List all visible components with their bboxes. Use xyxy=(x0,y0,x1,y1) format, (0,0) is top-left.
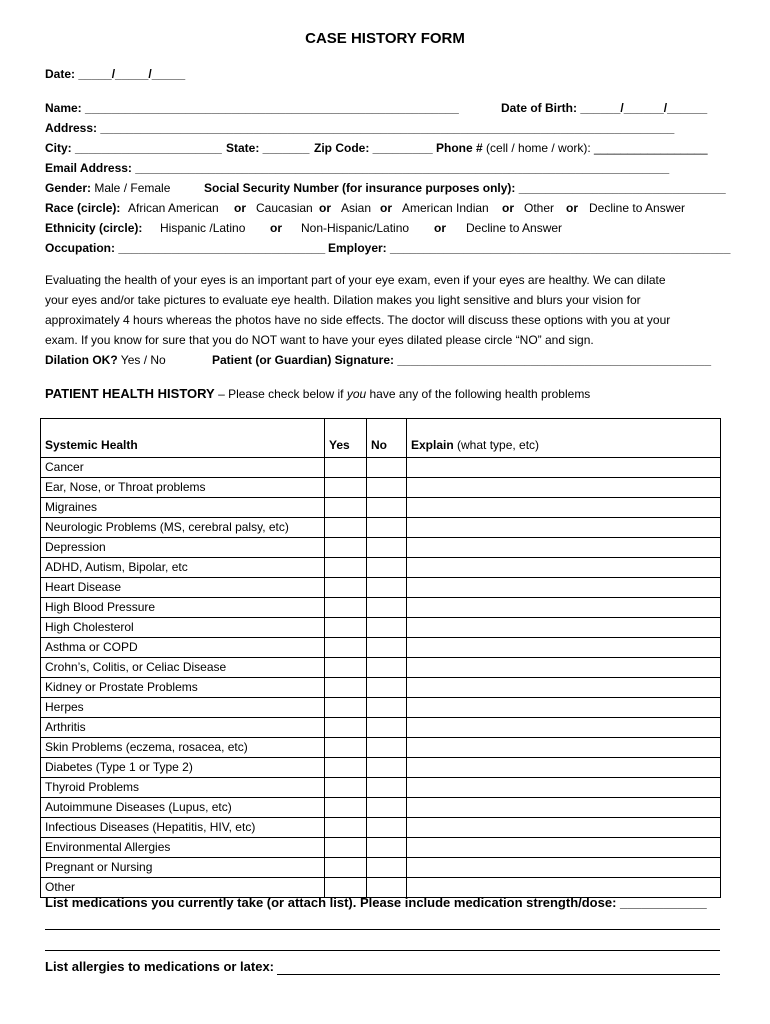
dilation-paragraph-line: Evaluating the health of your eyes is an important part of your eye exam, even if your eyes are healthy. We can dilate xyxy=(45,273,666,287)
history-instruction-rest: have any of the following health problems xyxy=(366,387,591,401)
dilation-ok-options: Yes / No xyxy=(117,353,166,367)
address-field[interactable]: Address: ______________________________________________________________________________________ xyxy=(45,121,675,135)
ethnicity-option-non-hispanic[interactable]: Non-Hispanic/Latino xyxy=(301,221,410,235)
table-row xyxy=(41,858,721,878)
no-checkbox-cell[interactable] xyxy=(367,698,407,718)
yes-checkbox-cell[interactable] xyxy=(325,538,367,558)
race-or: or xyxy=(566,201,578,215)
condition-label: Arthritis xyxy=(41,718,325,738)
no-checkbox-cell[interactable] xyxy=(367,658,407,678)
header-explain xyxy=(407,419,721,458)
explain-cell[interactable] xyxy=(407,658,721,678)
yes-checkbox-cell[interactable] xyxy=(325,618,367,638)
explain-cell[interactable] xyxy=(407,738,721,758)
no-checkbox-cell[interactable] xyxy=(367,598,407,618)
race-option-asian[interactable]: Asian xyxy=(341,201,372,215)
no-checkbox-cell[interactable] xyxy=(367,678,407,698)
yes-checkbox-cell[interactable] xyxy=(325,718,367,738)
medications-line[interactable] xyxy=(45,950,720,951)
medications-line[interactable] xyxy=(45,929,720,930)
header-explain-label: Explain xyxy=(411,438,454,452)
ethnicity-option-decline[interactable]: Decline to Answer xyxy=(466,221,563,235)
no-checkbox-cell[interactable] xyxy=(367,758,407,778)
explain-cell[interactable] xyxy=(407,678,721,698)
explain-cell[interactable] xyxy=(407,698,721,718)
condition-label: Migraines xyxy=(41,498,325,518)
no-checkbox-cell[interactable] xyxy=(367,718,407,738)
yes-checkbox-cell[interactable] xyxy=(325,478,367,498)
header-no: No xyxy=(367,419,407,458)
table-row xyxy=(41,598,721,618)
table-row xyxy=(41,658,721,678)
table-row xyxy=(41,738,721,758)
condition-label: Pregnant or Nursing xyxy=(41,858,325,878)
yes-checkbox-cell[interactable] xyxy=(325,678,367,698)
history-instruction-emphasis: you xyxy=(346,387,367,401)
condition-label: Crohn’s, Colitis, or Celiac Disease xyxy=(41,658,325,678)
race-or: or xyxy=(380,201,392,215)
form-title: CASE HISTORY FORM xyxy=(305,30,465,47)
condition-label: Kidney or Prostate Problems xyxy=(41,678,325,698)
table-row xyxy=(41,798,721,818)
race-label: Race (circle): xyxy=(45,201,121,215)
table-row xyxy=(41,778,721,798)
gender-label: Gender: xyxy=(45,181,92,195)
name-field[interactable]: Name: ________________________________________________________ xyxy=(45,101,459,115)
explain-cell[interactable] xyxy=(407,858,721,878)
table-row xyxy=(41,698,721,718)
ethnicity-label: Ethnicity (circle): xyxy=(45,221,143,235)
ethnicity-option-hispanic[interactable]: Hispanic /Latino xyxy=(160,221,246,235)
table-row xyxy=(41,578,721,598)
explain-cell[interactable] xyxy=(407,558,721,578)
date-field[interactable]: Date: _____/_____/_____ xyxy=(45,67,186,81)
no-checkbox-cell[interactable] xyxy=(367,858,407,878)
table-row xyxy=(41,638,721,658)
yes-checkbox-cell[interactable] xyxy=(325,698,367,718)
table-row xyxy=(41,538,721,558)
condition-label: Skin Problems (eczema, rosacea, etc) xyxy=(41,738,325,758)
explain-cell[interactable] xyxy=(407,778,721,798)
table-row xyxy=(41,458,721,478)
header-yes: Yes xyxy=(325,419,367,458)
condition-label: Diabetes (Type 1 or Type 2) xyxy=(41,758,325,778)
signature-field[interactable]: Patient (or Guardian) Signature: _______________________________________________ xyxy=(212,353,712,367)
condition-label: Cancer xyxy=(41,458,325,478)
race-or: or xyxy=(502,201,514,215)
race-option-decline[interactable]: Decline to Answer xyxy=(589,201,686,215)
table-row xyxy=(41,618,721,638)
condition-label: Thyroid Problems xyxy=(41,778,325,798)
dilation-ok-label: Dilation OK? xyxy=(45,353,118,367)
condition-label: ADHD, Autism, Bipolar, etc xyxy=(41,558,325,578)
ssn-field[interactable]: Social Security Number (for insurance purposes only): _______________________________ xyxy=(204,181,726,195)
table-row xyxy=(41,558,721,578)
explain-cell[interactable] xyxy=(407,538,721,558)
condition-label: Asthma or COPD xyxy=(41,638,325,658)
no-checkbox-cell[interactable] xyxy=(367,478,407,498)
explain-cell[interactable] xyxy=(407,478,721,498)
condition-label: Herpes xyxy=(41,698,325,718)
explain-cell[interactable] xyxy=(407,618,721,638)
race-option-african-american[interactable]: African American xyxy=(128,201,219,215)
condition-label: Neurologic Problems (MS, cerebral palsy, etc) xyxy=(41,518,325,538)
yes-checkbox-cell[interactable] xyxy=(325,858,367,878)
dilation-paragraph-line: your eyes and/or take pictures to evaluate eye health. Dilation makes you light sensitive and blurs your vision for xyxy=(45,293,641,307)
history-heading xyxy=(45,384,590,404)
race-or: or xyxy=(234,201,246,215)
yes-checkbox-cell[interactable] xyxy=(325,658,367,678)
no-checkbox-cell[interactable] xyxy=(367,838,407,858)
condition-label: Ear, Nose, or Throat problems xyxy=(41,478,325,498)
table-row xyxy=(41,718,721,738)
city-field[interactable]: City: ______________________ xyxy=(45,141,222,155)
condition-label: Environmental Allergies xyxy=(41,838,325,858)
occupation-field[interactable]: Occupation: _______________________________ xyxy=(45,241,326,255)
employer-field[interactable]: Employer: ___________________________________________________ xyxy=(328,241,731,255)
no-checkbox-cell[interactable] xyxy=(367,798,407,818)
allergies-label: List allergies to medications or latex: xyxy=(45,959,275,974)
race-option-caucasian[interactable]: Caucasian xyxy=(256,201,313,215)
race-or: or xyxy=(319,201,331,215)
table-row xyxy=(41,518,721,538)
yes-checkbox-cell[interactable] xyxy=(325,578,367,598)
zip-field[interactable]: Zip Code: _________ xyxy=(314,141,433,155)
explain-cell[interactable] xyxy=(407,758,721,778)
no-checkbox-cell[interactable] xyxy=(367,538,407,558)
yes-checkbox-cell[interactable] xyxy=(325,598,367,618)
email-field[interactable]: Email Address: ________________________________________________________________________________ xyxy=(45,161,670,175)
yes-checkbox-cell[interactable] xyxy=(325,518,367,538)
yes-checkbox-cell[interactable] xyxy=(325,738,367,758)
table-row xyxy=(41,818,721,838)
condition-label: Depression xyxy=(41,538,325,558)
gender-field[interactable] xyxy=(45,178,170,198)
yes-checkbox-cell[interactable] xyxy=(325,778,367,798)
gender-options: Male / Female xyxy=(91,181,171,195)
no-checkbox-cell[interactable] xyxy=(367,498,407,518)
allergies-line[interactable] xyxy=(277,974,720,975)
condition-label: High Cholesterol xyxy=(41,618,325,638)
table-row xyxy=(41,498,721,518)
table-row xyxy=(41,838,721,858)
dob-field[interactable]: Date of Birth: ______/______/______ xyxy=(501,101,708,115)
explain-cell[interactable] xyxy=(407,518,721,538)
no-checkbox-cell[interactable] xyxy=(367,818,407,838)
yes-checkbox-cell[interactable] xyxy=(325,638,367,658)
state-field[interactable]: State: _______ xyxy=(226,141,310,155)
no-checkbox-cell[interactable] xyxy=(367,578,407,598)
yes-checkbox-cell[interactable] xyxy=(325,558,367,578)
dilation-ok-field[interactable] xyxy=(45,350,166,370)
no-checkbox-cell[interactable] xyxy=(367,738,407,758)
explain-cell[interactable] xyxy=(407,818,721,838)
yes-checkbox-cell[interactable] xyxy=(325,498,367,518)
phone-field[interactable] xyxy=(436,138,708,158)
header-systemic-health: Systemic Health xyxy=(41,419,325,458)
header-explain-note: (what type, etc) xyxy=(453,438,540,452)
health-history-table xyxy=(40,418,721,898)
yes-checkbox-cell[interactable] xyxy=(325,458,367,478)
explain-cell[interactable] xyxy=(407,578,721,598)
condition-label: Heart Disease xyxy=(41,578,325,598)
no-checkbox-cell[interactable] xyxy=(367,458,407,478)
no-checkbox-cell[interactable] xyxy=(367,638,407,658)
table-row xyxy=(41,758,721,778)
medications-label: List medications you currently take (or attach list). Please include medication strength/dose: ____________ xyxy=(45,895,707,910)
condition-label: High Blood Pressure xyxy=(41,598,325,618)
explain-cell[interactable] xyxy=(407,718,721,738)
phone-options: (cell / home / work): _________________ xyxy=(482,141,708,155)
explain-cell[interactable] xyxy=(407,638,721,658)
table-row xyxy=(41,678,721,698)
dilation-paragraph-line: approximately 4 hours whereas the photos have no side effects. The doctor will discuss these options with you at your xyxy=(45,313,671,327)
explain-cell[interactable] xyxy=(407,598,721,618)
phone-label: Phone # xyxy=(436,141,483,155)
explain-cell[interactable] xyxy=(407,798,721,818)
ethnicity-or: or xyxy=(270,221,282,235)
yes-checkbox-cell[interactable] xyxy=(325,758,367,778)
ethnicity-or: or xyxy=(434,221,446,235)
explain-cell[interactable] xyxy=(407,498,721,518)
history-heading-title: PATIENT HEALTH HISTORY xyxy=(45,386,215,401)
yes-checkbox-cell[interactable] xyxy=(325,838,367,858)
race-option-other[interactable]: Other xyxy=(524,201,555,215)
no-checkbox-cell[interactable] xyxy=(367,618,407,638)
table-header-row xyxy=(41,419,721,458)
explain-cell[interactable] xyxy=(407,458,721,478)
no-checkbox-cell[interactable] xyxy=(367,778,407,798)
history-instruction: – Please check below if xyxy=(214,387,347,401)
condition-label: Other xyxy=(41,878,325,898)
no-checkbox-cell[interactable] xyxy=(367,518,407,538)
table-row xyxy=(41,478,721,498)
condition-label: Autoimmune Diseases (Lupus, etc) xyxy=(41,798,325,818)
yes-checkbox-cell[interactable] xyxy=(325,818,367,838)
no-checkbox-cell[interactable] xyxy=(367,558,407,578)
race-option-american-indian[interactable]: American Indian xyxy=(402,201,489,215)
explain-cell[interactable] xyxy=(407,838,721,858)
condition-label: Infectious Diseases (Hepatitis, HIV, etc) xyxy=(41,818,325,838)
dilation-paragraph-line: exam. If you know for sure that you do NOT want to have your eyes dilated please circle “NO” and sign. xyxy=(45,333,594,347)
yes-checkbox-cell[interactable] xyxy=(325,798,367,818)
